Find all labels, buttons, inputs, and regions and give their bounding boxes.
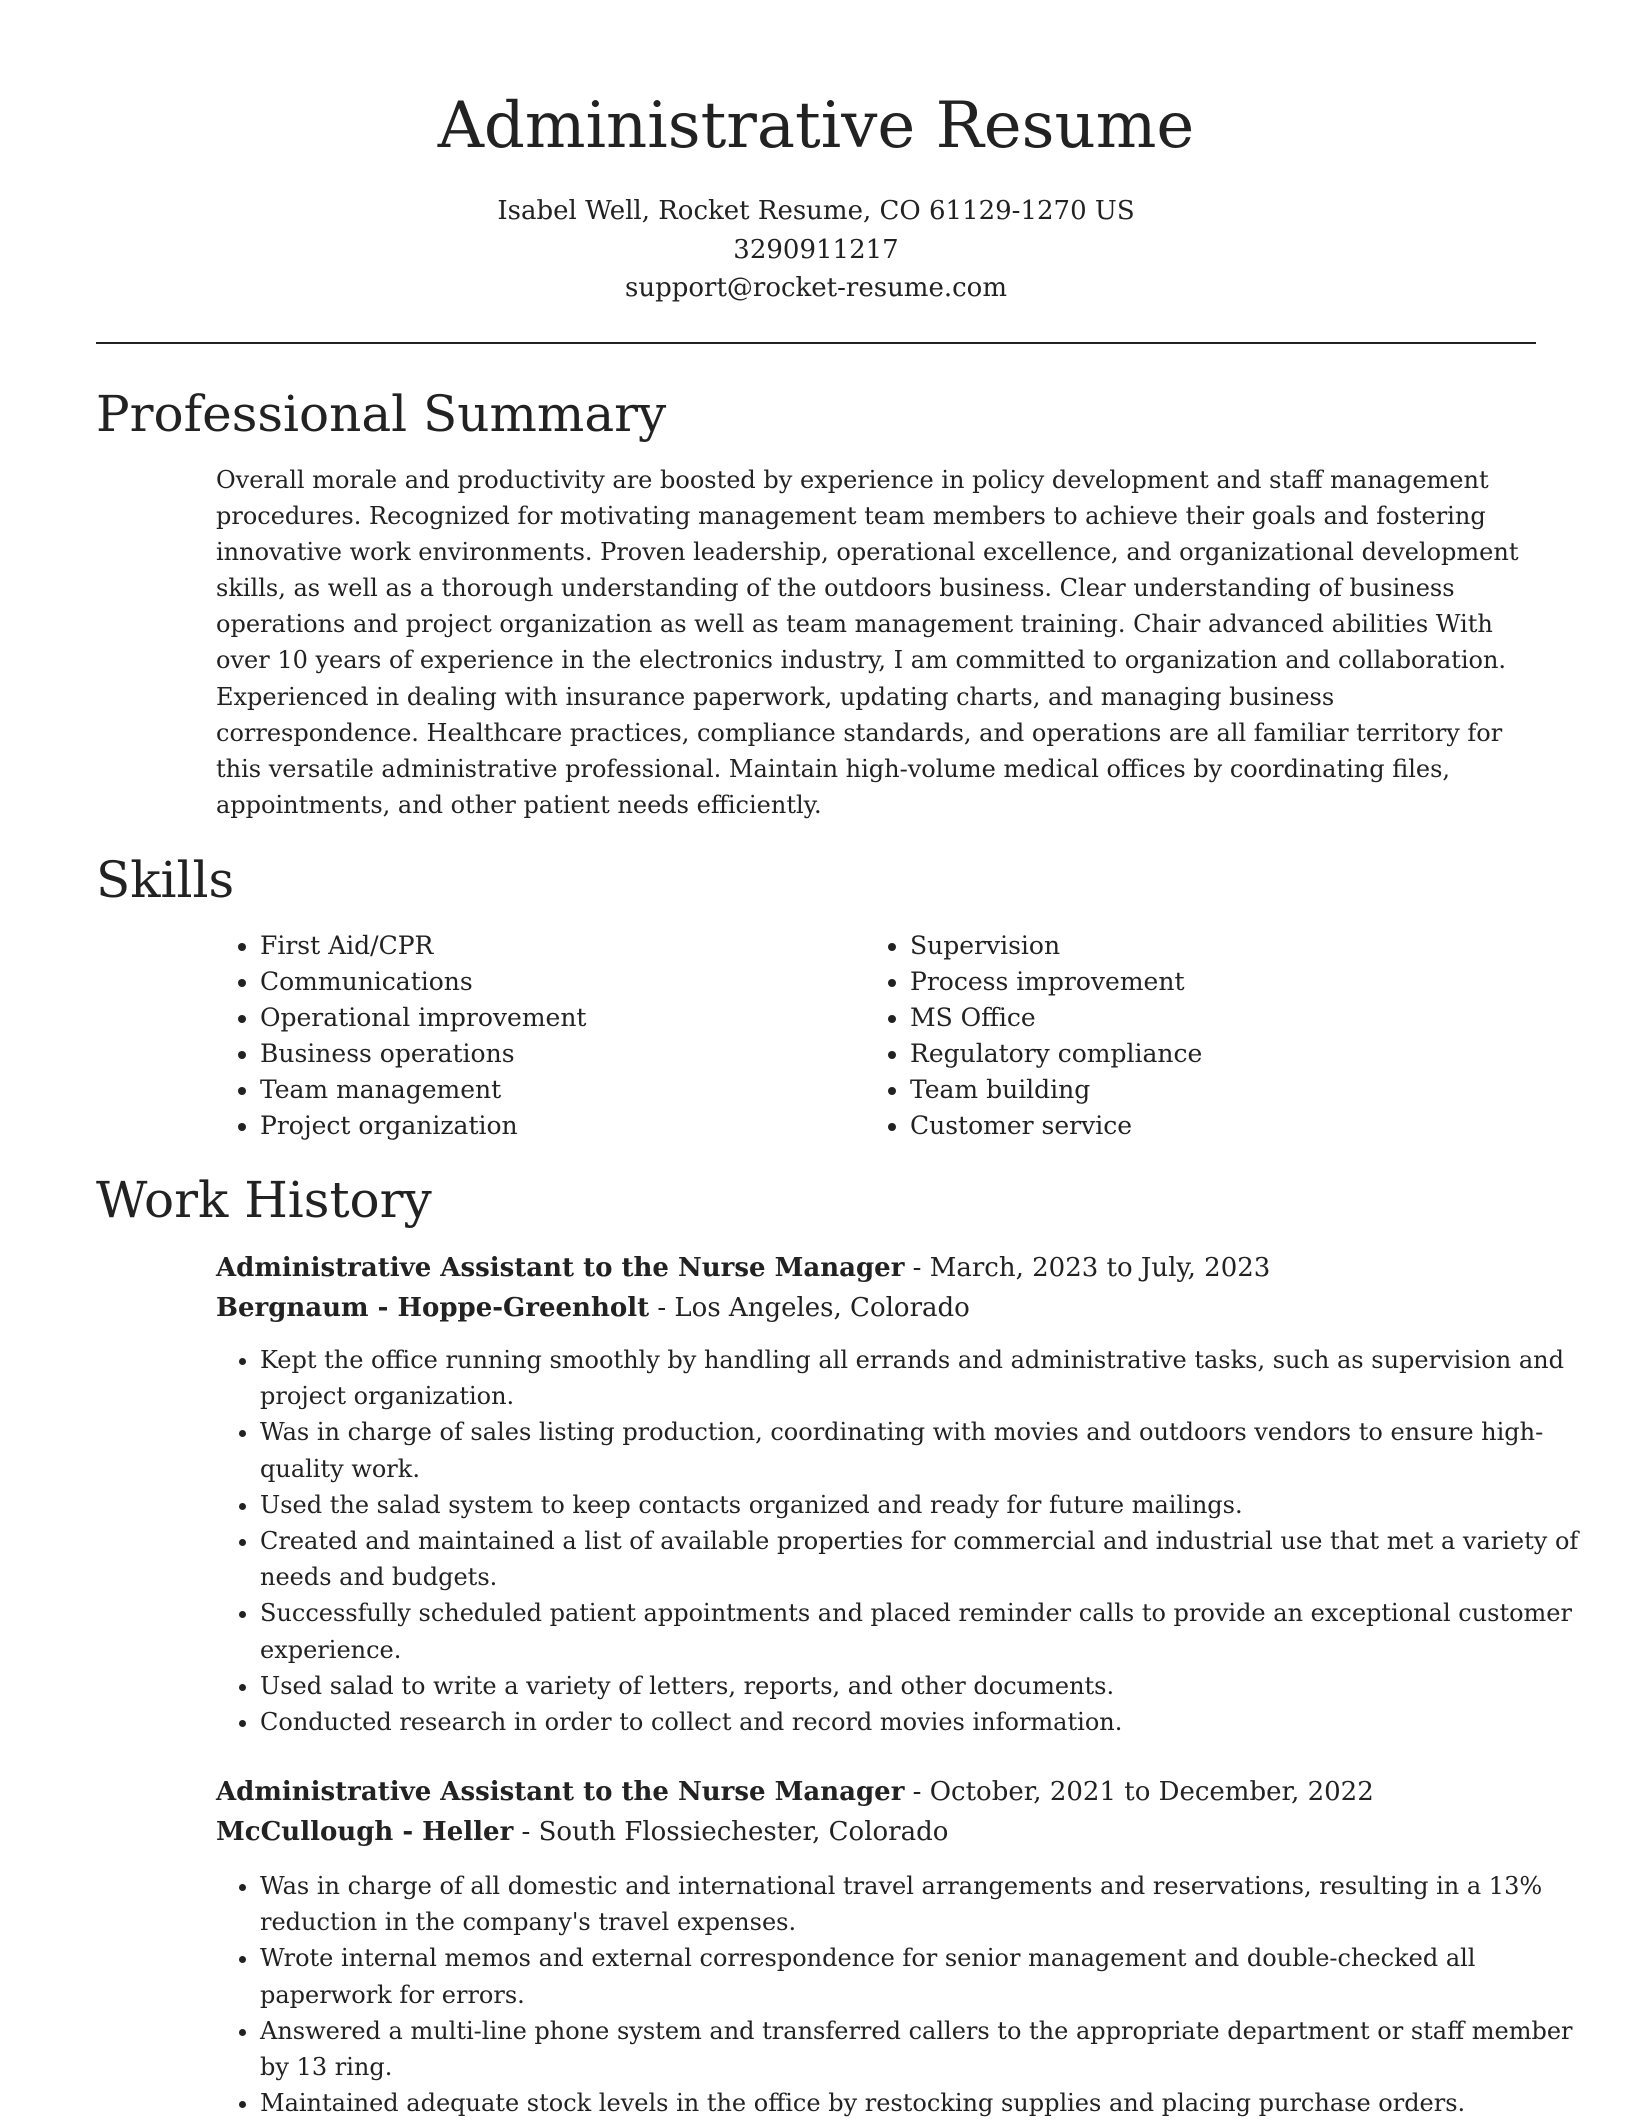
skill-item: • Team management [260,1072,586,1108]
job-company: Bergnaum - Hoppe-Greenholt [216,1293,650,1323]
job-title: Administrative Assistant to the Nurse Manager [216,1777,905,1807]
skill-item: • Team building [910,1072,1202,1108]
job-title: Administrative Assistant to the Nurse Manager [216,1253,905,1283]
job-bullet: • Used salad to write a variety of letters, reports, and other documents. [260,1668,1580,1704]
work-history-heading: Work History [96,1171,432,1229]
job-location: South Flossiechester, Colorado [538,1817,949,1847]
skill-item: • First Aid/CPR [260,928,586,964]
contact-block [0,192,1632,308]
job-bullet: • Kept the office running smoothly by handling all errands and administrative tasks, such as supervision and project organization. [260,1342,1580,1414]
header-divider [96,342,1536,344]
job-bullets [216,1868,1580,2121]
job-dates: March, 2023 to July, 2023 [929,1253,1271,1283]
job-title-line: Administrative Assistant to the Nurse Manager - March, 2023 to July, 2023 [216,1253,1271,1283]
skill-item: • Regulatory compliance [910,1036,1202,1072]
skill-item: • Business operations [260,1036,586,1072]
job-location: Los Angeles, Colorado [674,1293,970,1323]
job-dates: October, 2021 to December, 2022 [929,1777,1374,1807]
contact-address: Isabel Well, Rocket Resume, CO 61129-1270 US [497,196,1135,226]
job-bullet: • Was in charge of sales listing production, coordinating with movies and outdoors vendors to ensure high-quality work. [260,1414,1580,1486]
job-company: McCullough - Heller [216,1817,514,1847]
skills-list-left [216,928,586,1144]
skill-item: • Customer service [910,1108,1202,1144]
job-title-line: Administrative Assistant to the Nurse Manager - October, 2021 to December, 2022 [216,1777,1374,1807]
job-bullet: • Conducted research in order to collect and record movies information. [260,1704,1580,1740]
job-bullet: • Created and maintained a list of available properties for commercial and industrial use that met a variety of needs and budgets. [260,1523,1580,1595]
resume-title: Administrative Resume [437,89,1195,163]
summary-text: Overall morale and productivity are boosted by experience in policy development and staff management procedures. Recognized for motivating management team members to achieve their goals and fostering innovative work environments. Proven leadership, operational excellence, and organizational development skills, as well as a thorough understanding of the outdoors business. Clear understanding of business operations and project organization as well as team management training. Chair advanced abilities With over 10 years of experience in the electronics industry, I am committed to organization and collaboration. Experienced in dealing with insurance paperwork, updating charts, and managing business correspondence. Healthcare practices, compliance standards, and operations are all familiar territory for this versatile administrative professional. Maintain high-volume medical offices by coordinating files, appointments, and other patient needs efficiently. [216,466,1519,819]
summary-heading: Professional Summary [96,385,667,443]
skill-item: • Supervision [910,928,1202,964]
job-bullet: • Wrote internal memos and external correspondence for senior management and double-checked all paperwork for errors. [260,1940,1580,2012]
contact-phone: 3290911217 [733,234,899,265]
skill-item: • Communications [260,964,586,1000]
job-bullets [216,1342,1580,1740]
job-bullet: • Maintained adequate stock levels in the office by restocking supplies and placing purchase orders. [260,2085,1580,2121]
job-bullet: • Was in charge of all domestic and international travel arrangements and reservations, resulting in a 13% reduction in the company's travel expenses. [260,1868,1580,1940]
skill-item: • Process improvement [910,964,1202,1000]
job-company-line: McCullough - Heller - South Flossiechester, Colorado [216,1817,949,1847]
skills-heading: Skills [96,851,235,909]
job-company-line: Bergnaum - Hoppe-Greenholt - Los Angeles, Colorado [216,1293,970,1323]
job-bullet: • Successfully scheduled patient appointments and placed reminder calls to provide an exceptional customer experience. [260,1595,1580,1667]
contact-email: support@rocket-resume.com [624,273,1007,303]
job-bullet: • Answered a multi-line phone system and transferred callers to the appropriate department or staff member by 13 ring. [260,2013,1580,2085]
skill-item: • MS Office [910,1000,1202,1036]
skill-item: • Project organization [260,1108,586,1144]
job-bullet: • Used the salad system to keep contacts organized and ready for future mailings. [260,1487,1580,1523]
skills-list-right [866,928,1202,1144]
skill-item: • Operational improvement [260,1000,586,1036]
